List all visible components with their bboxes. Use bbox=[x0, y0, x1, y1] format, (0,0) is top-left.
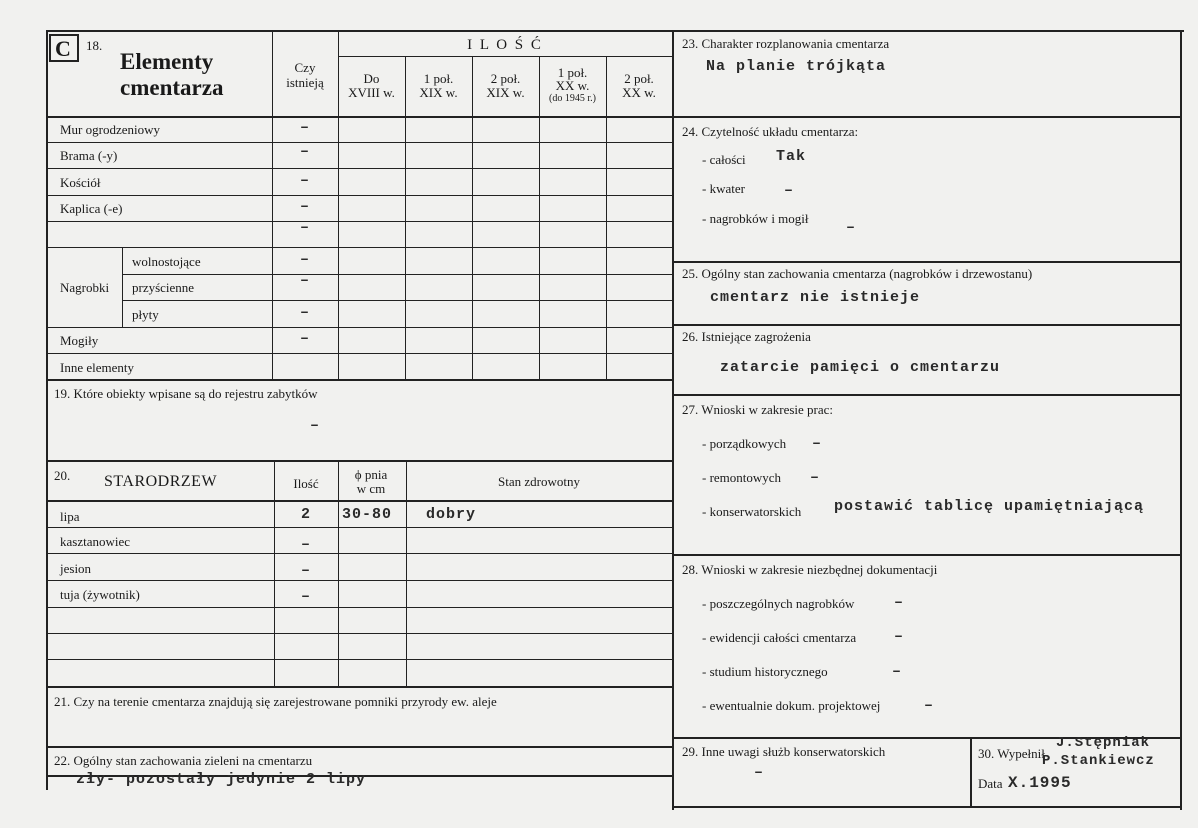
exists-header-line2: istnieją bbox=[286, 75, 324, 90]
period-header-line: XX w. bbox=[555, 78, 590, 93]
quantity-header: I L O Ś Ć bbox=[467, 37, 543, 53]
period-header-line: 2 poł. bbox=[624, 71, 654, 86]
section-20-diam-header bbox=[338, 468, 404, 496]
section-27-item-value: – bbox=[810, 469, 821, 486]
exists-header bbox=[272, 60, 338, 90]
section-24-item-label: - całości bbox=[702, 152, 746, 167]
section-26-value: zatarcie pamięci o cmentarzu bbox=[720, 359, 1001, 376]
element-row-label: przyścienne bbox=[132, 280, 195, 295]
element-exists-value: – bbox=[299, 143, 310, 160]
tree-qty: – bbox=[300, 562, 311, 579]
section-27-item-label: - konserwatorskich bbox=[702, 504, 802, 519]
tree-name: jesion bbox=[60, 561, 92, 576]
grid-line bbox=[46, 247, 674, 248]
section-30-label: 30. Wypełnił bbox=[978, 746, 1045, 761]
section-28-item-value: – bbox=[894, 628, 905, 645]
element-exists-value: – bbox=[299, 272, 310, 289]
grid-line bbox=[46, 327, 674, 328]
form-left-border bbox=[46, 30, 48, 790]
section-24-item-label: - kwater bbox=[702, 181, 745, 196]
section-24-item-value: – bbox=[846, 219, 857, 236]
element-exists-value: – bbox=[299, 172, 310, 189]
tree-state: dobry bbox=[426, 506, 477, 523]
grid-line bbox=[338, 460, 339, 686]
element-exists-value: – bbox=[299, 219, 310, 236]
grid-line bbox=[46, 607, 674, 608]
section-letter-box bbox=[49, 34, 79, 62]
tree-name: tuja (żywotnik) bbox=[60, 587, 140, 602]
section-20-number: 20. bbox=[54, 468, 71, 483]
grid-line bbox=[606, 56, 607, 380]
inventory-card-form bbox=[46, 30, 1184, 810]
section-24-item-label: - nagrobków i mogił bbox=[702, 211, 809, 226]
period-header-line: XIX w. bbox=[486, 85, 525, 100]
tree-qty: 2 bbox=[300, 506, 311, 523]
section-28-item-value: – bbox=[924, 697, 935, 714]
grid-line bbox=[46, 746, 674, 748]
section-18-number: 18. bbox=[86, 38, 103, 53]
element-row-label: Kaplica (-e) bbox=[60, 201, 123, 216]
section-22-label: 22. Ogólny stan zachowania zieleni na cmentarzu bbox=[54, 753, 313, 768]
period-header-0 bbox=[338, 72, 405, 100]
section-28-label: 28. Wnioski w zakresie niezbędnej dokumentacji bbox=[682, 562, 938, 577]
element-row-label: Brama (-y) bbox=[60, 148, 118, 163]
section-22-value: zły- pozostały jedynie 2 lipy bbox=[76, 771, 367, 788]
section-27-item-value: postawić tablicę upamiętniającą bbox=[834, 498, 1145, 515]
diam-header-line: ϕ pnia bbox=[354, 467, 388, 482]
section-29-label: 29. Inne uwagi służb konserwatorskich bbox=[682, 744, 886, 759]
grid-line bbox=[405, 56, 406, 380]
grid-line bbox=[46, 221, 674, 222]
grid-line bbox=[46, 686, 674, 688]
grid-line bbox=[46, 659, 674, 660]
tree-qty: – bbox=[300, 536, 311, 553]
period-header-line: XIX w. bbox=[419, 85, 458, 100]
period-header-3 bbox=[539, 66, 606, 105]
grid-line bbox=[122, 274, 674, 275]
period-header-line: 1 poł. bbox=[423, 71, 454, 86]
section-25-value: cmentarz nie istnieje bbox=[710, 289, 921, 306]
section-20-title: STARODRZEW bbox=[104, 473, 218, 490]
grid-line bbox=[46, 580, 674, 581]
form-right-border bbox=[1180, 30, 1182, 810]
section-27-item-label: - porządkowych bbox=[702, 436, 787, 451]
element-exists-value: – bbox=[299, 198, 310, 215]
period-header-line: XX w. bbox=[622, 85, 656, 100]
grid-line bbox=[970, 737, 972, 808]
section-24-label: 24. Czytelność układu cmentarza: bbox=[682, 124, 859, 139]
grid-line bbox=[672, 324, 1182, 326]
element-row-label: Inne elementy bbox=[60, 360, 134, 375]
tree-name: kasztanowiec bbox=[60, 534, 131, 549]
grid-line bbox=[338, 56, 672, 57]
element-row-label: Mogiły bbox=[60, 333, 99, 348]
grid-line bbox=[672, 554, 1182, 556]
grid-line bbox=[46, 500, 674, 502]
section-19-label: 19. Które obiekty wpisane są do rejestru zabytków bbox=[54, 386, 318, 401]
form-top-border bbox=[46, 30, 1184, 32]
section-19-value: – bbox=[310, 417, 321, 434]
grid-line bbox=[122, 300, 674, 301]
form-center-divider bbox=[672, 30, 674, 810]
section-26-label: 26. Istniejące zagrożenia bbox=[682, 329, 811, 344]
diam-header-line: w cm bbox=[356, 481, 386, 496]
element-exists-value: – bbox=[299, 251, 310, 268]
element-row-label: wolnostojące bbox=[132, 254, 201, 269]
section-27-item-label: - remontowych bbox=[702, 470, 782, 485]
section-27-item-value: – bbox=[812, 435, 823, 452]
period-header-2 bbox=[472, 72, 539, 100]
section-28-item-value: – bbox=[892, 663, 903, 680]
grid-line bbox=[46, 116, 674, 118]
element-row-label: Mur ogrodzeniowy bbox=[60, 122, 161, 137]
section-28-item-label: - studium historycznego bbox=[702, 664, 828, 679]
section-23-value: Na planie trójkąta bbox=[706, 58, 887, 75]
element-exists-value: – bbox=[299, 304, 310, 321]
element-row-label: płyty bbox=[132, 307, 159, 322]
grid-line bbox=[46, 527, 674, 528]
period-header-4 bbox=[606, 72, 672, 100]
period-header-line: Do bbox=[363, 71, 380, 86]
section-20-state-header: Stan zdrowotny bbox=[498, 474, 580, 489]
section-24-item-value: – bbox=[784, 182, 795, 199]
section-24-item-value: Tak bbox=[776, 148, 807, 165]
section-27-label: 27. Wnioski w zakresie prac: bbox=[682, 402, 834, 417]
element-row-label: Kościół bbox=[60, 175, 101, 190]
grid-line bbox=[46, 142, 674, 143]
tree-diameter: 30-80 bbox=[342, 506, 393, 523]
grid-line bbox=[122, 247, 123, 327]
grid-line bbox=[672, 116, 1182, 118]
tree-qty: – bbox=[300, 588, 311, 605]
tree-name: lipa bbox=[60, 509, 80, 524]
grid-line bbox=[46, 460, 674, 462]
grid-line bbox=[46, 195, 674, 196]
grid-line bbox=[672, 261, 1182, 263]
period-header-note: (do 1945 r.) bbox=[549, 93, 596, 104]
section-28-item-label: - ewidencji całości cmentarza bbox=[702, 630, 857, 645]
period-header-line: 2 poł. bbox=[490, 71, 521, 86]
exists-header-line1: Czy bbox=[294, 60, 316, 75]
section-28-item-label: - ewentualnie dokum. projektowej bbox=[702, 698, 881, 713]
grid-line bbox=[46, 353, 674, 354]
section-30-date-label: Data bbox=[978, 776, 1003, 791]
grid-line bbox=[472, 56, 473, 380]
section-30-name2: P.Stankiewcz bbox=[1042, 753, 1155, 769]
form-bottom-right-border bbox=[672, 806, 1182, 808]
section-30-name1: J.Stępniak bbox=[1056, 735, 1151, 751]
section-23-label: 23. Charakter rozplanowania cmentarza bbox=[682, 36, 890, 51]
grid-line bbox=[672, 394, 1182, 396]
nagrobki-label: Nagrobki bbox=[60, 280, 110, 295]
section-30-date-value: X.1995 bbox=[1008, 774, 1072, 792]
section-18-title-line1: Elementy bbox=[120, 49, 214, 74]
element-exists-value: – bbox=[299, 119, 310, 136]
grid-line bbox=[46, 168, 674, 169]
grid-line bbox=[406, 460, 407, 686]
grid-line bbox=[46, 379, 674, 381]
section-28-item-value: – bbox=[894, 594, 905, 611]
section-18-title-line2: cmentarza bbox=[120, 75, 224, 100]
period-header-line: 1 poł. bbox=[557, 65, 588, 80]
section-21-label: 21. Czy na terenie cmentarza znajdują się zarejestrowane pomniki przyrody ew. aleje bbox=[54, 694, 497, 709]
period-header-1 bbox=[405, 72, 472, 100]
section-25-label: 25. Ogólny stan zachowania cmentarza (nagrobków i drzewostanu) bbox=[682, 266, 1033, 281]
section-letter: C bbox=[55, 36, 71, 61]
element-exists-value: – bbox=[299, 330, 310, 347]
grid-line bbox=[46, 553, 674, 554]
section-20-qty-header: Ilość bbox=[293, 476, 319, 491]
section-29-value: – bbox=[754, 764, 765, 781]
section-28-item-label: - poszczególnych nagrobków bbox=[702, 596, 855, 611]
grid-line bbox=[46, 633, 674, 634]
period-header-line: XVIII w. bbox=[348, 85, 395, 100]
